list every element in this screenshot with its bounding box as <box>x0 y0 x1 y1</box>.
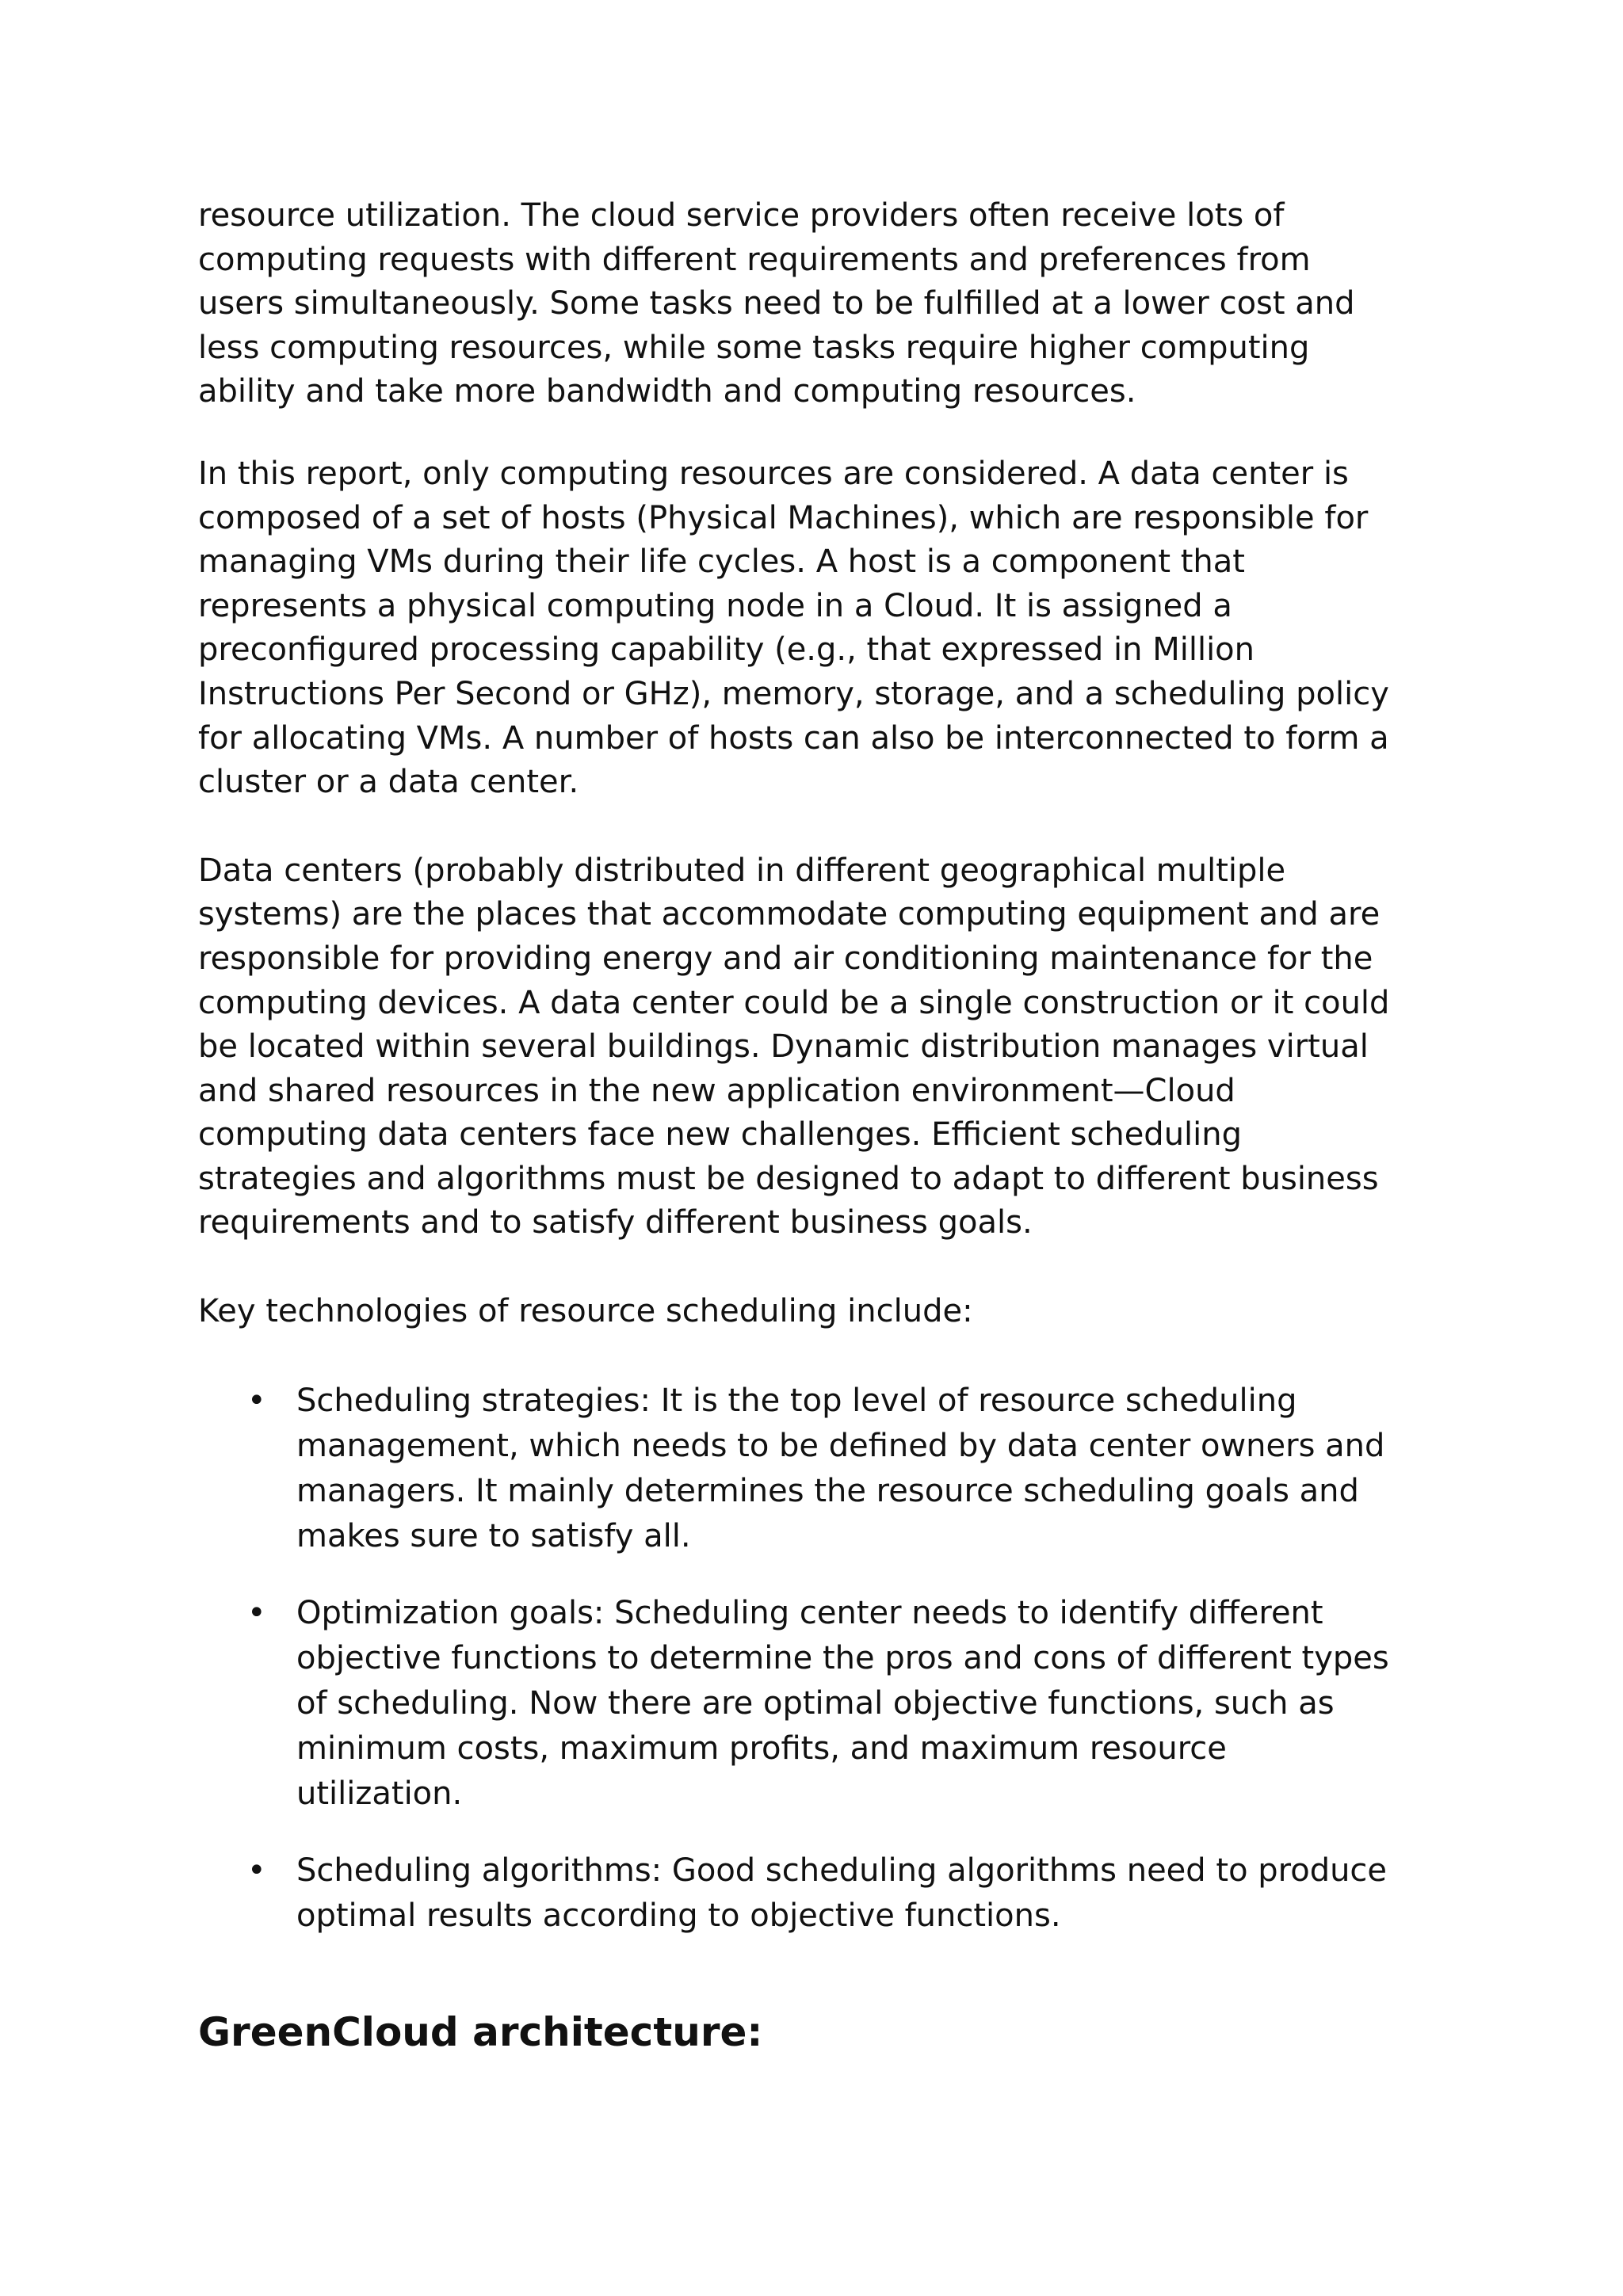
paragraph-computing-resources: In this report, only computing resources are considered. A data center is composed of a set of hosts (Physical Machines), which are responsible for managing VMs during their life cycles. A host is a component that represents a physical computing node in a Cloud. It is assigned a preconfigured processing capability (e.g., that expressed in Million Instructions Per Second or GHz), memory, storage, and a scheduling policy for allocating VMs. A number of hosts can also be interconnected to form a cluster or a data center. <box>198 455 1389 801</box>
list-item <box>198 1591 1450 1817</box>
list-item-text: Optimization goals: Scheduling center needs to identify different objective functions to determine the pros and cons of different types of scheduling. Now there are optimal objective functions, such as minimum costs, maximum profits, and maximum resource utilization. <box>296 1594 1389 1812</box>
bullet-icon: • <box>247 1382 266 1419</box>
paragraph-resource-utilization: resource utilization. The cloud service providers often receive lots of computing requests with different requirements and preferences from users simultaneously. Some tasks need to be fulfilled at a lower cost and less computing resources, while some tasks require higher computing ability and take more bandwidth and computing resources. <box>198 197 1355 410</box>
bullet-icon: • <box>247 1594 266 1631</box>
paragraph-data-centers: Data centers (probably distributed in different geographical multiple systems) are the places that accommodate computing equipment and are responsible for providing energy and air conditioning maintenance for the computing devices. A data center could be a single construction or it could be located within several buildings. Dynamic distribution manages virtual and shared resources in the new application environment—Cloud computing data centers face new challenges. Efficient scheduling strategies and algorithms must be designed to adapt to different business requirements and to satisfy different business goals. <box>198 852 1390 1241</box>
bullet-icon: • <box>247 1852 266 1889</box>
document-page <box>198 194 1450 2056</box>
list-item <box>198 1848 1450 1939</box>
section-heading: GreenCloud architecture: <box>198 2008 763 2055</box>
list-item-text: Scheduling algorithms: Good scheduling algorithms need to produce optimal results according to objective functions. <box>296 1852 1388 1934</box>
key-technologies-list <box>198 1379 1450 1939</box>
list-item-text: Scheduling strategies: It is the top level of resource scheduling management, which needs to be defined by data center owners and managers. It mainly determines the resource scheduling goals and makes sure to satisfy all. <box>296 1382 1385 1554</box>
paragraph-key-technologies: Key technologies of resource scheduling include: <box>198 1293 973 1330</box>
list-item <box>198 1379 1450 1559</box>
